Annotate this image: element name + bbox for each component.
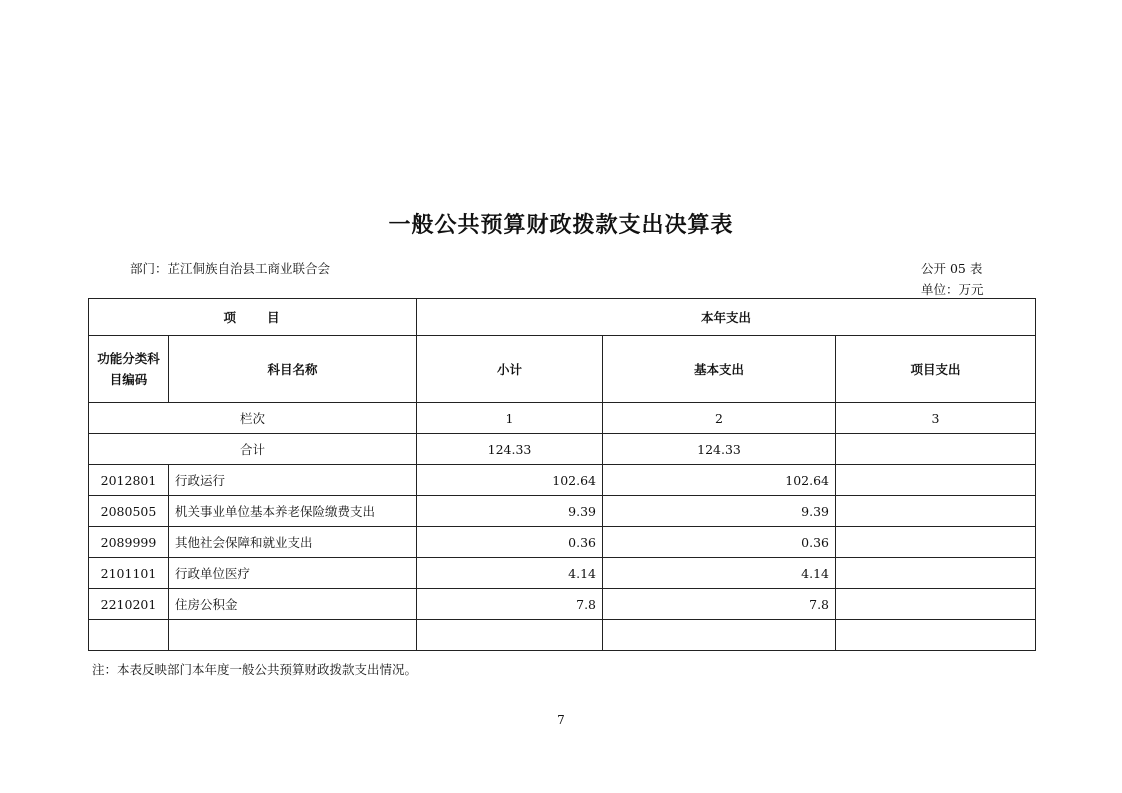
- header-project-expense: 项目支出: [836, 336, 1036, 403]
- row-subtotal: 102.64: [417, 465, 603, 496]
- total-label: 合计: [89, 434, 417, 465]
- table-row: [89, 589, 1036, 620]
- row-project: [836, 620, 1036, 651]
- table-row: [89, 620, 1036, 651]
- row-code: 2089999: [89, 527, 169, 558]
- row-project: [836, 527, 1036, 558]
- column-index-1: 1: [417, 403, 603, 434]
- row-code: 2101101: [89, 558, 169, 589]
- row-project: [836, 465, 1036, 496]
- department-label: 部门：芷江侗族自治县工商业联合会: [130, 261, 331, 276]
- row-basic: 4.14: [603, 558, 836, 589]
- row-project: [836, 558, 1036, 589]
- row-name: 住房公积金: [169, 589, 417, 620]
- column-index-row: [89, 403, 1036, 434]
- page-title: 一般公共预算财政拨款支出决算表: [388, 213, 734, 238]
- unit-label: 单位：万元: [921, 282, 984, 297]
- row-name: 机关事业单位基本养老保险缴费支出: [169, 496, 417, 527]
- row-subtotal: 9.39: [417, 496, 603, 527]
- row-name: 行政运行: [169, 465, 417, 496]
- header-subject-name: 科目名称: [169, 336, 417, 403]
- row-subtotal: 7.8: [417, 589, 603, 620]
- row-basic: 0.36: [603, 527, 836, 558]
- total-subtotal: 124.33: [417, 434, 603, 465]
- table-row: [89, 527, 1036, 558]
- row-name: [169, 620, 417, 651]
- form-number: 公开 05 表: [921, 261, 983, 276]
- table-row: [89, 465, 1036, 496]
- total-basic: 124.33: [603, 434, 836, 465]
- total-project: [836, 434, 1036, 465]
- row-basic: 102.64: [603, 465, 836, 496]
- header-current-year-expense: 本年支出: [417, 299, 1036, 336]
- table-row: [89, 558, 1036, 589]
- header-subtotal: 小计: [417, 336, 603, 403]
- row-project: [836, 496, 1036, 527]
- row-code: [89, 620, 169, 651]
- budget-table: [88, 298, 1036, 651]
- row-project: [836, 589, 1036, 620]
- header-func-code: 功能分类科目编码: [89, 336, 169, 403]
- row-code: 2080505: [89, 496, 169, 527]
- row-name: 行政单位医疗: [169, 558, 417, 589]
- total-row: [89, 434, 1036, 465]
- page-number: 7: [557, 713, 565, 727]
- row-basic: 9.39: [603, 496, 836, 527]
- header-row-2: [89, 336, 1036, 403]
- row-subtotal: 4.14: [417, 558, 603, 589]
- row-basic: 7.8: [603, 589, 836, 620]
- header-row-1: [89, 299, 1036, 336]
- column-index-2: 2: [603, 403, 836, 434]
- header-items: 项 目: [89, 299, 417, 336]
- table-row: [89, 496, 1036, 527]
- column-index-3: 3: [836, 403, 1036, 434]
- row-name: 其他社会保障和就业支出: [169, 527, 417, 558]
- table-note: 注：本表反映部门本年度一般公共预算财政拨款支出情况。: [92, 662, 418, 677]
- row-code: 2210201: [89, 589, 169, 620]
- row-code: 2012801: [89, 465, 169, 496]
- column-index-label: 栏次: [89, 403, 417, 434]
- row-subtotal: 0.36: [417, 527, 603, 558]
- row-subtotal: [417, 620, 603, 651]
- row-basic: [603, 620, 836, 651]
- header-basic-expense: 基本支出: [603, 336, 836, 403]
